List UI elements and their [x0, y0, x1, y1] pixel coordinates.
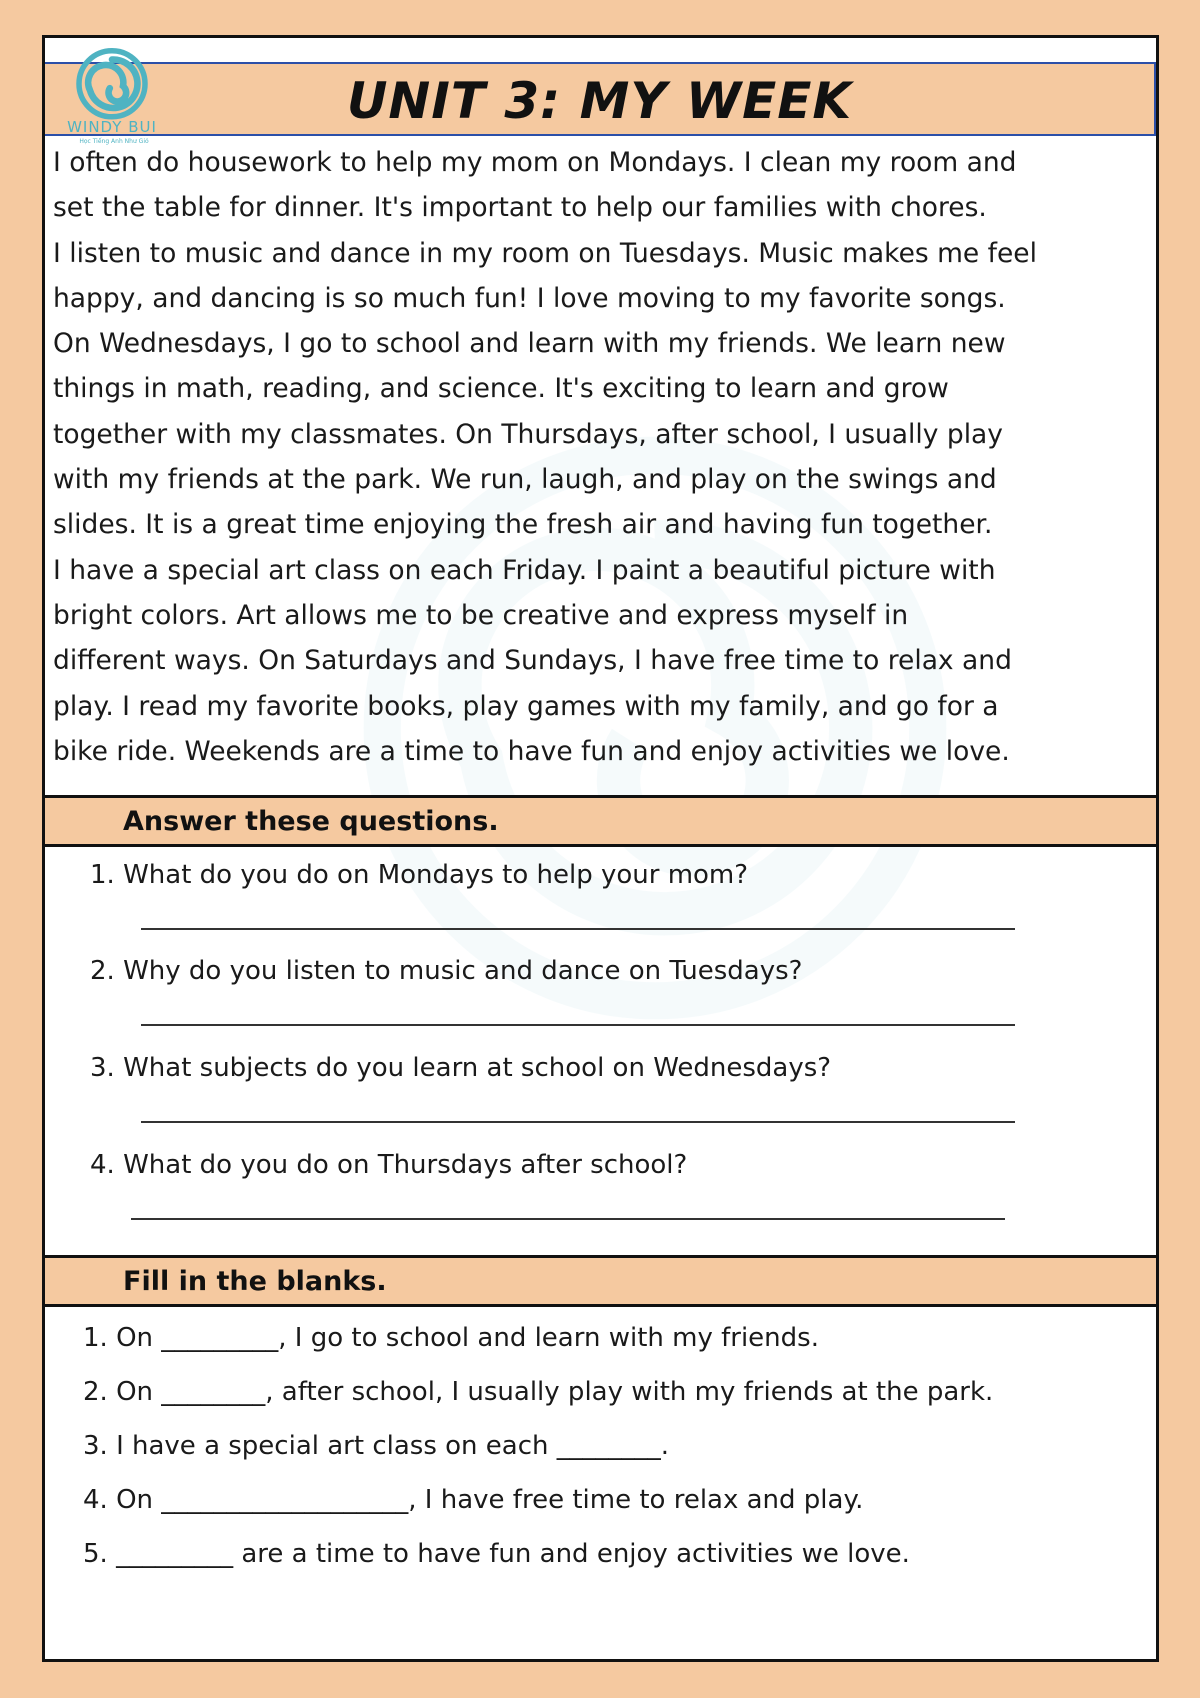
fill-blank-item: 1. On _________, I go to school and learn with my friends.	[83, 1323, 819, 1353]
passage-line: bike ride. Weekends are a time to have fun and enjoy activities we love.	[53, 735, 1010, 767]
passage-line: I listen to music and dance in my room on Tuesdays. Music makes me feel	[53, 237, 1037, 269]
fill-blank-item: 3. I have a special art class on each ________.	[83, 1431, 670, 1461]
fill-blank-item: 5. _________ are a time to have fun and enjoy activities we love.	[83, 1539, 910, 1569]
passage-line: I often do housework to help my mom on Mondays. I clean my room and	[53, 147, 1017, 178]
reading-passage	[53, 140, 1153, 774]
answer-line[interactable]	[141, 928, 1015, 930]
title-bar	[45, 62, 1156, 136]
question-item: 3. What subjects do you learn at school on Wednesdays?	[90, 1053, 832, 1083]
logo-subtitle: Học Tiếng Anh Như Gió	[79, 138, 149, 145]
answer-line[interactable]	[141, 1024, 1015, 1026]
questions-heading: Answer these questions.	[123, 806, 499, 837]
question-item: 2. Why do you listen to music and dance on Tuesdays?	[90, 956, 803, 986]
fill-blanks-heading: Fill in the blanks.	[123, 1266, 387, 1297]
questions-heading-bar	[45, 795, 1156, 847]
passage-line: bright colors. Art allows me to be creative and express myself in	[53, 599, 909, 631]
passage-line: things in math, reading, and science. It's exciting to learn and grow	[53, 373, 949, 405]
passage-line: slides. It is a great time enjoying the fresh air and having fun together.	[53, 509, 993, 541]
passage-line: On Wednesdays, I go to school and learn with my friends. We learn new	[53, 328, 1006, 360]
answer-line[interactable]	[131, 1218, 1005, 1220]
fill-blank-item: 4. On ___________________, I have free time to relax and play.	[83, 1485, 864, 1515]
question-item: 1. What do you do on Mondays to help your mom?	[90, 860, 749, 890]
page-title: UNIT 3: MY WEEK	[346, 72, 853, 130]
passage-line: happy, and dancing is so much fun! I love moving to my favorite songs.	[53, 282, 1006, 314]
passage-line: different ways. On Saturdays and Sundays, I have free time to relax and	[53, 645, 1012, 677]
question-item: 4. What do you do on Thursdays after school?	[90, 1150, 688, 1180]
passage-line: I have a special art class on each Friday. I paint a beautiful picture with	[53, 554, 996, 586]
logo-text: WINDY BUI	[67, 118, 157, 136]
answer-line[interactable]	[141, 1121, 1015, 1123]
passage-line: set the table for dinner. It's important to help our families with chores.	[53, 192, 987, 224]
passage-line: play. I read my favorite books, play games with my family, and go for a	[53, 690, 999, 722]
passage-line: together with my classmates. On Thursdays, after school, I usually play	[53, 418, 1003, 450]
passage-line: with my friends at the park. We run, laugh, and play on the swings and	[53, 464, 997, 496]
fill-blank-item: 2. On ________, after school, I usually play with my friends at the park.	[83, 1377, 994, 1407]
worksheet	[42, 35, 1159, 1662]
fill-blanks-heading-bar	[45, 1255, 1156, 1307]
